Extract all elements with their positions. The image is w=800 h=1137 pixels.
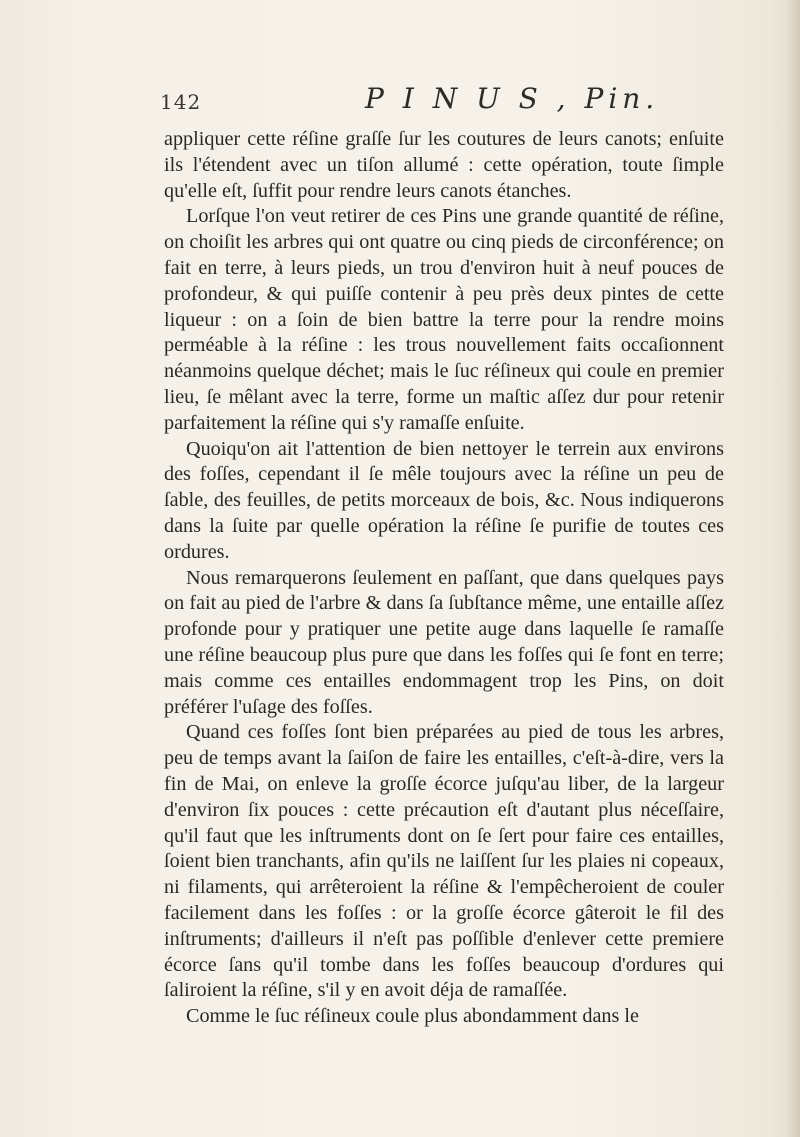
running-title: P I N U S , Pin. — [365, 82, 660, 115]
body-text — [164, 127, 724, 1030]
page-edge-shadow — [786, 0, 800, 1137]
page-number: 142 — [160, 90, 202, 114]
paragraph: Nous remarquerons ſeulement en paſſant, que dans quelques pays on fait au pied de l'arbre & dans ſa ſubſtance même, une entaille aſſez profonde pour y pratiquer une petite auge dans laquelle ſe ramaſſe une réſine beaucoup plus pure que dans les foſſes qui ſe font en terre; mais comme ces entailles endommagent trop les Pins, on doit préférer l'uſage des foſſes. — [164, 566, 724, 718]
paragraph: appliquer cette réſine graſſe ſur les coutures de leurs canots; enſuite ils l'étendent avec un tiſon allumé : cette opération, toute ſimple qu'elle eſt, ſuffit pour rendre leurs canots étanches. — [164, 128, 724, 202]
paragraph: Quoiqu'on ait l'attention de bien nettoyer le terrein aux environs des foſſes, cependant il ſe mêle toujours avec la réſine un peu de ſable, des feuilles, de petits morceaux de bois, &c. Nous indiquerons dans la ſuite par quelle opération la réſine ſe purifie de toutes ces ordures. — [164, 437, 724, 563]
paragraph: Quand ces foſſes ſont bien préparées au pied de tous les arbres, peu de temps avant la ſaiſon de faire les entailles, c'eſt-à-dire, vers la fin de Mai, on enleve la groſſe écorce juſqu'au liber, de la largeur d'environ ſix pouces : cette précaution eſt d'autant plus néceſſaire, qu'il faut que les inſtruments dont on ſe ſert pour faire ces entailles, ſoient bien tranchants, afin qu'ils ne laiſſent ſur les plaies ni copeaux, ni filaments, qui arrêteroient la réſine & l'empêcheroient de couler facilement dans les foſſes : or la groſſe écorce gâteroit le fil des inſtruments; d'ailleurs il n'eſt pas poſſible d'enlever cette premiere écorce ſans qu'il tombe dans les foſſes beaucoup d'ordures qui ſaliroient la réſine, s'il y en avoit déja de ramaſſée. — [164, 721, 724, 1002]
page-header — [160, 82, 720, 122]
paragraph: Comme le ſuc réſineux coule plus abondamment dans le — [186, 1005, 639, 1028]
paragraph: Lorſque l'on veut retirer de ces Pins une grande quantité de réſine, on choiſit les arbres qui ont quatre ou cinq pieds de circonférence; on fait en terre, à leurs pieds, un trou d'environ huit à neuf pouces de profondeur, & qui puiſſe contenir à peu près deux pintes de cette liqueur : on a ſoin de bien battre la terre pour la rendre moins perméable à la réſine : les trous nouvellement faits occaſionnent néanmoins quelque déchet; mais le ſuc réſineux qui coule en premier lieu, ſe mêlant avec la terre, forme un maſtic aſſez dur pour retenir parfaitement la réſine qui s'y ramaſſe enſuite. — [164, 205, 724, 434]
